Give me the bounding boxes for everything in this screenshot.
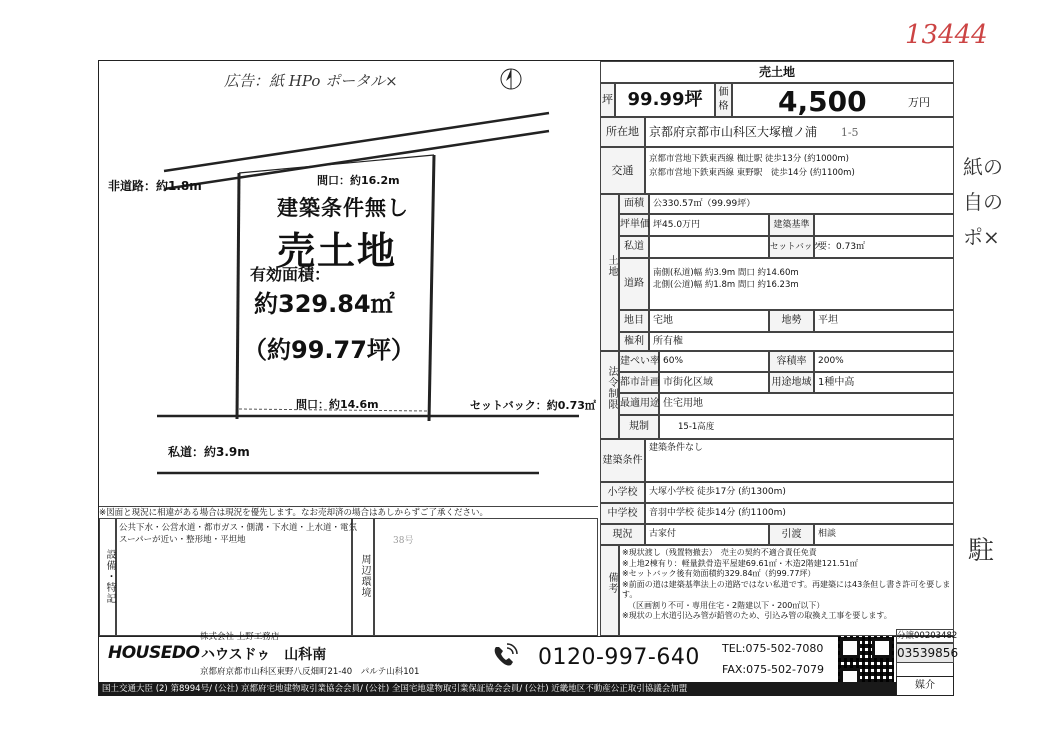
max-use-value: 住宅用地 [659,393,954,415]
setback-label: セットバック：約0.73㎡ [470,399,596,412]
regulation-label: 規制 [619,415,659,439]
bcr-value: 60% [659,351,769,372]
setback-field-value: 要：0.73㎡ [814,236,954,258]
private-road-value [649,236,769,258]
terrain-label: 地勢 [769,310,814,332]
elementary-value: 大塚小学校 徒歩17分 (約1300m) [645,482,954,503]
listing-id-label: 分譲00203482 [897,631,958,641]
private-road-label: 私道 [619,236,649,258]
legal-section-label-cell [600,351,619,439]
ad-handwritten-note: 広告：紙 HPo ポータル× [224,72,398,90]
unit-price-label: 坪単価 [619,214,649,236]
remarks-line-3: ※セットバック後有効面積約329.84㎡（約99.77坪） [622,569,816,578]
price-label: 価格 [715,83,732,117]
remarks-content [619,545,954,636]
road-cell [649,258,954,310]
price-value: 4,500 [778,85,867,118]
land-category-label: 地目 [619,310,649,332]
remarks-line-6: ※現状の上水道引込み管が鉛管のため、引込み管の取換え工事を要します。 [622,611,892,620]
transport-line-2: 京都市営地下鉄東西線 東野駅 徒歩14分 (約1100m) [649,168,855,178]
city-plan-value: 市街化区域 [659,372,769,393]
setback-field-label: セットバック [769,236,814,258]
build-condition-value: 建築条件なし [645,439,954,482]
remarks-label-cell [600,545,619,636]
transport-cell [645,147,954,194]
tsubo-value: 99.99坪 [615,83,715,117]
surroundings-handwritten: 38号 [393,536,414,546]
zoning-label: 用途地域 [769,372,814,393]
location-cell [645,117,954,147]
transport-line-1: 京都市営地下鉄東西線 椥辻駅 徒歩13分 (約1000m) [649,154,849,164]
company-address: 京都府京都市山科区東野八反畑町21-40 パルテ山科101 [200,667,420,677]
road-top-label: 非道路：約1.8m [108,179,202,193]
remarks-label: 備考 [606,572,617,594]
transport-label: 交通 [600,147,645,194]
side-handwritten-note: 紙の自のポ× [963,155,1003,249]
location-label: 所在地 [600,117,645,147]
remarks-line-2: ※上地2棟有り：軽量鉄骨造平屋建69.61㎡・木造2階建121.51㎡ [622,558,858,568]
brand-japanese: ハウスドゥ 山科南 [201,647,327,663]
road-line-1: 南側(私道)幅 約3.9m 間口 約14.60m [653,268,799,278]
surroundings-label: 周辺環境 [359,554,370,598]
frontage-bottom-label: 間口：約14.6m [296,398,379,411]
land-section-label-cell [600,194,619,351]
location-hand-note: 1-5 [840,126,859,139]
bcr-label: 建ぺい率 [619,351,659,372]
junior-high-label: 中学校 [600,503,645,524]
effective-area-value: 約329.84㎡ [254,290,395,318]
facilities-label-cell [99,518,116,636]
effective-area-tsubo: （約99.77坪） [243,336,415,364]
far-label: 容積率 [769,351,814,372]
surroundings-content [374,518,598,636]
rights-label: 権利 [619,332,649,351]
terrain-value: 平坦 [814,310,954,332]
company-fax: FAX:075-502-7079 [722,663,825,676]
notice-text: ※図面と現況に相違がある場合は現況を優先します。なお売却済の場合はあしからずご了承ください。 [99,506,598,519]
tsubo-label: 坪 [600,83,615,117]
unit-price-value: 坪45.0万円 [649,214,769,236]
far-value: 200% [814,351,954,372]
property-code: 03539856 [896,643,954,663]
housedo-logo: HOUSEDO [108,643,200,663]
remarks-line-4: ※前面の道は建築基準法上の道路ではない私道です。再建築には43条但し書き許可を要します。 [622,579,951,599]
frontage-top-label: 間口：約16.2m [317,174,400,187]
land-category-value: 宅地 [649,310,769,332]
property-type-title: 売土地 [600,61,954,83]
rights-value: 所有権 [649,332,954,351]
price-unit: 万円 [908,96,930,109]
build-condition-label: 建築条件 [600,439,645,482]
road-label: 道路 [619,258,649,310]
road-bottom-label: 私道：約3.9m [168,445,250,459]
land-section-label: 土地 [606,255,617,277]
headline-no-condition: 建築条件無し [277,196,409,220]
building-std-label: 建築基準 [769,214,814,236]
location-value: 京都府京都市山科区大塚檀ノ浦 [649,125,818,139]
facilities-content [116,518,358,636]
area-label: 面積 [619,194,649,214]
junior-high-value: 音羽中学校 徒歩14分 (約1100m) [645,503,954,524]
license-footer: 国土交通大臣 (2) 第8994号/ (公社) 京都府宅地建物取引業協会会員/ (公社) 全国宅地建物取引業保証協会会員/ (公社) 近畿地区不動産公正取引協議会加盟 [99,682,896,696]
status-label: 現況 [600,524,645,545]
road-line-2: 北側(公道)幅 約1.8m 間口 約16.23m [653,280,799,290]
company-tel: TEL:075-502-7080 [722,642,824,655]
facilities-line-1: 公共下水・公営水道・都市ガス・側溝・下水道・上水道・電気 [119,523,358,533]
phone-icon [490,643,518,671]
city-plan-label: 都市計画 [619,372,659,393]
surroundings-label-cell [352,518,374,636]
company-name-small: 株式会社 上野工務店 [200,632,280,642]
zoning-value: 1種中高 [814,372,954,393]
max-use-label: 最適用途 [619,393,659,415]
remarks-line-1: ※現状渡し（残置物撤去） 売主の契約不適合責任免責 [622,548,817,557]
price-cell [732,83,954,117]
area-value: 公330.57㎡（99.99坪） [649,194,954,214]
handover-value: 相談 [814,524,954,545]
side-handwritten-note-2: 駐 [968,536,995,566]
building-std-value [814,214,954,236]
elementary-label: 小学校 [600,482,645,503]
regulation-value: 15-1高度 [659,415,954,439]
toll-free-number: 0120-997-640 [538,645,700,670]
headline-land-for-sale: 売土地 [277,229,398,273]
transaction-type-badge: 媒介 [896,676,954,696]
handover-label: 引渡 [769,524,814,545]
document-number: 13444 [905,20,988,50]
facilities-line-2: スーパーが近い・整形地・平坦地 [119,535,246,545]
facilities-label: 設備・特記 [104,549,115,604]
status-value: 古家付 [645,524,769,545]
effective-area-label: 有効面積： [250,265,331,284]
legal-section-label: 法令制限 [606,366,617,410]
remarks-line-5: （区画割り不可・専用住宅・2階建以下・200㎡以下） [628,600,825,610]
